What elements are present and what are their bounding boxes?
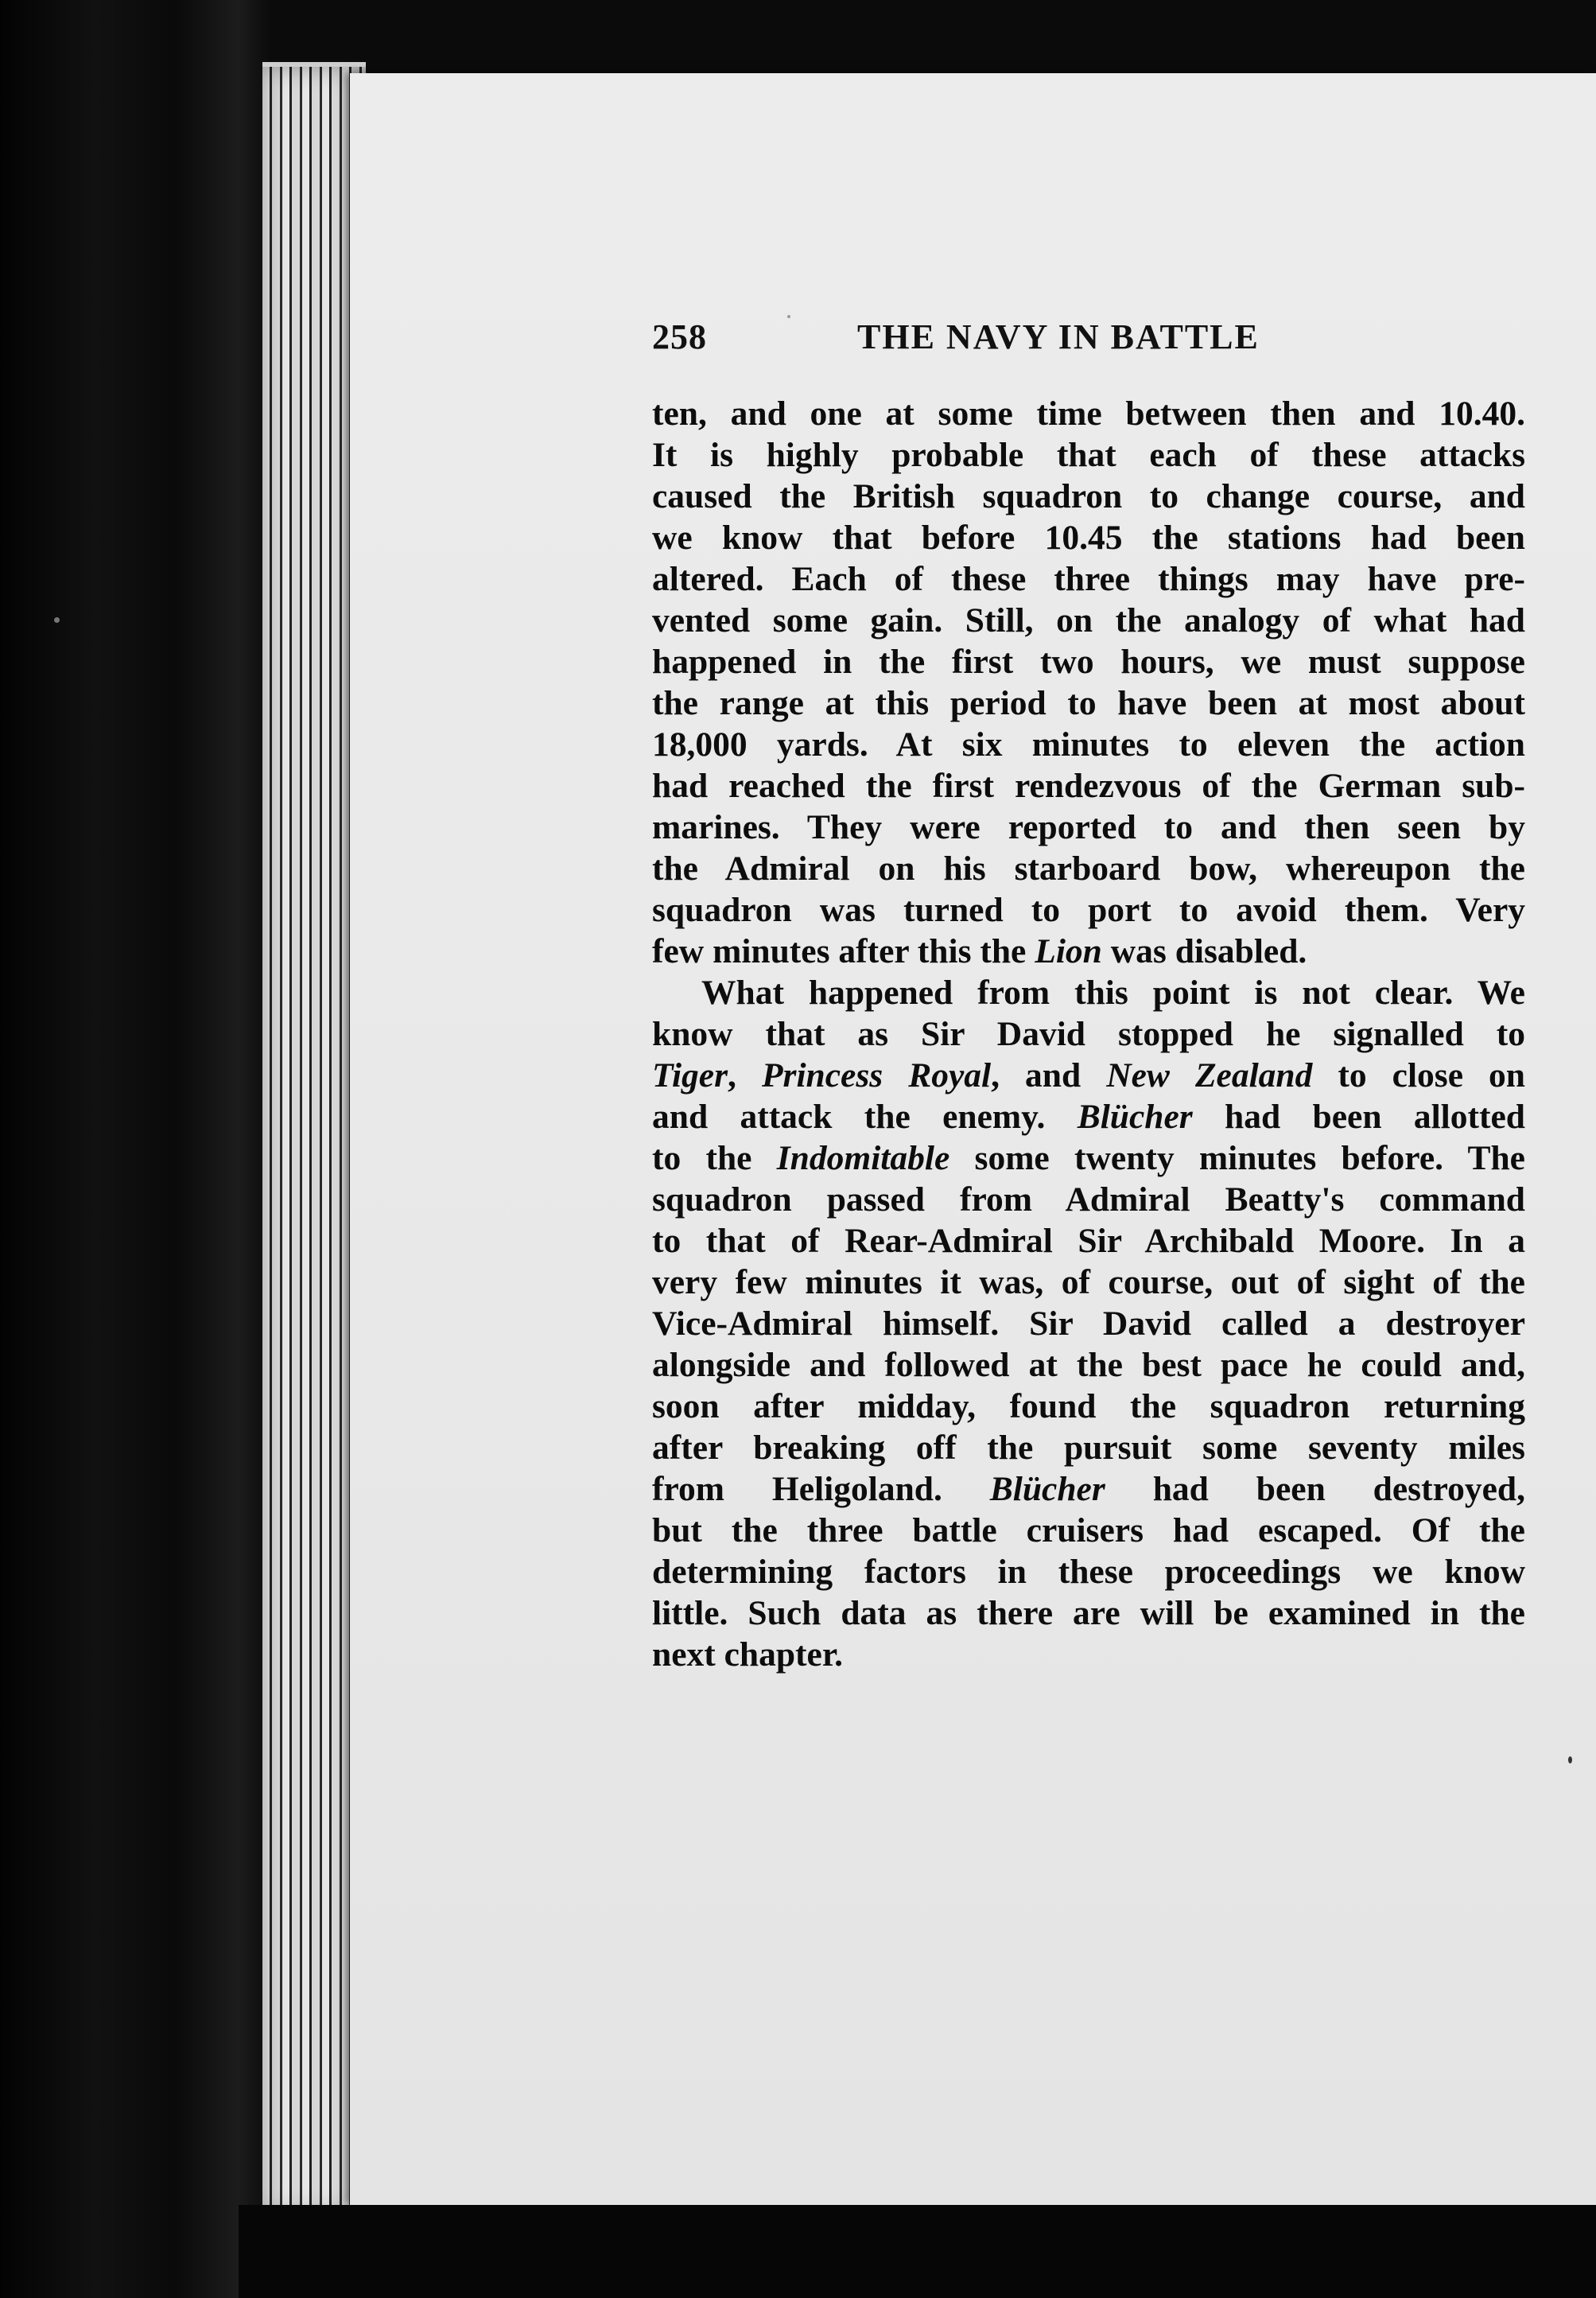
- text-fragment: , and: [991, 1056, 1107, 1095]
- text-line: determining factors in these proceedings we know: [652, 1553, 1525, 1591]
- running-title: THE NAVY IN BATTLE: [857, 317, 1260, 356]
- text-line: squadron passed from Admiral Beatty's command: [652, 1180, 1525, 1219]
- paragraph-2: [652, 972, 1525, 1675]
- text-fragment: ,: [728, 1056, 762, 1095]
- text-fragment: was disabled.: [1101, 932, 1307, 970]
- page-number: 258: [652, 317, 707, 356]
- text-fragment: some twenty minutes before. The: [949, 1139, 1525, 1177]
- text-line: soon after midday, found the squadron returning: [652, 1387, 1525, 1425]
- text-line: [652, 931, 1525, 972]
- ship-name: Princess Royal: [761, 1056, 992, 1095]
- ship-name: Indomitable: [776, 1139, 950, 1177]
- text-line: had reached the first rendezvous of the German sub-: [652, 767, 1525, 805]
- text-line: It is highly probable that each of these attacks: [652, 436, 1525, 474]
- text-fragment: and attack the enemy.: [652, 1098, 1078, 1136]
- text-fragment: to close on: [1312, 1056, 1525, 1095]
- text-line: [652, 1468, 1525, 1510]
- text-line: the Admiral on his starboard bow, whereupon the: [652, 850, 1525, 888]
- text-line: marines. They were reported to and then seen by: [652, 808, 1525, 846]
- text-line: What happened from this point is not clear. We: [701, 974, 1525, 1012]
- text-line: [652, 1055, 1525, 1096]
- text-line: we know that before 10.45 the stations had been: [652, 519, 1525, 557]
- text-line: after breaking off the pursuit some seventy miles: [652, 1429, 1525, 1467]
- text-fragment: had been destroyed,: [1105, 1470, 1525, 1508]
- text-line: the range at this period to have been at most about: [652, 684, 1525, 722]
- text-line: happened in the first two hours, we must suppose: [652, 643, 1525, 681]
- text-line: vented some gain. Still, on the analogy of what had: [652, 601, 1525, 640]
- paragraph-1: [652, 393, 1525, 972]
- ship-name: Tiger: [652, 1056, 728, 1095]
- text-fragment: few minutes after this the: [652, 932, 1035, 970]
- body-text: [652, 393, 1525, 1675]
- ship-name: Blücher: [989, 1470, 1105, 1508]
- text-line: to that of Rear-Admiral Sir Archibald Moore. In a: [652, 1222, 1525, 1260]
- dust-speck: [54, 617, 60, 623]
- text-line: altered. Each of these three things may have pre-: [652, 560, 1525, 598]
- text-line: 18,000 yards. At six minutes to eleven the action: [652, 725, 1525, 764]
- text-line: next chapter.: [652, 1635, 844, 1674]
- text-line: alongside and followed at the best pace he could and,: [652, 1346, 1525, 1384]
- running-header: [652, 317, 1527, 372]
- text-fragment: had been allotted: [1192, 1098, 1525, 1136]
- text-line: [652, 1096, 1525, 1137]
- ship-name: Lion: [1035, 932, 1102, 970]
- text-line: ten, and one at some time between then and 10.40.: [652, 395, 1525, 433]
- text-line: Vice-Admiral himself. Sir David called a destroyer: [652, 1305, 1525, 1343]
- text-line: [652, 1137, 1525, 1179]
- text-line: but the three battle cruisers had escaped. Of the: [652, 1511, 1525, 1549]
- text-fragment: to the: [652, 1139, 777, 1177]
- text-fragment: from Heligoland.: [652, 1470, 990, 1508]
- text-line: little. Such data as there are will be examined in the: [652, 1594, 1525, 1632]
- text-line: squadron was turned to port to avoid them. Very: [652, 891, 1525, 929]
- page-bottom-shadow: [239, 2205, 1596, 2298]
- text-line: very few minutes it was, of course, out of sight of the: [652, 1263, 1525, 1301]
- dust-speck: [1568, 1756, 1572, 1763]
- ship-name: Blücher: [1077, 1098, 1193, 1136]
- text-line: caused the British squadron to change course, and: [652, 477, 1525, 515]
- text-line: know that as Sir David stopped he signalled to: [652, 1015, 1525, 1053]
- ship-name: New Zealand: [1106, 1056, 1313, 1095]
